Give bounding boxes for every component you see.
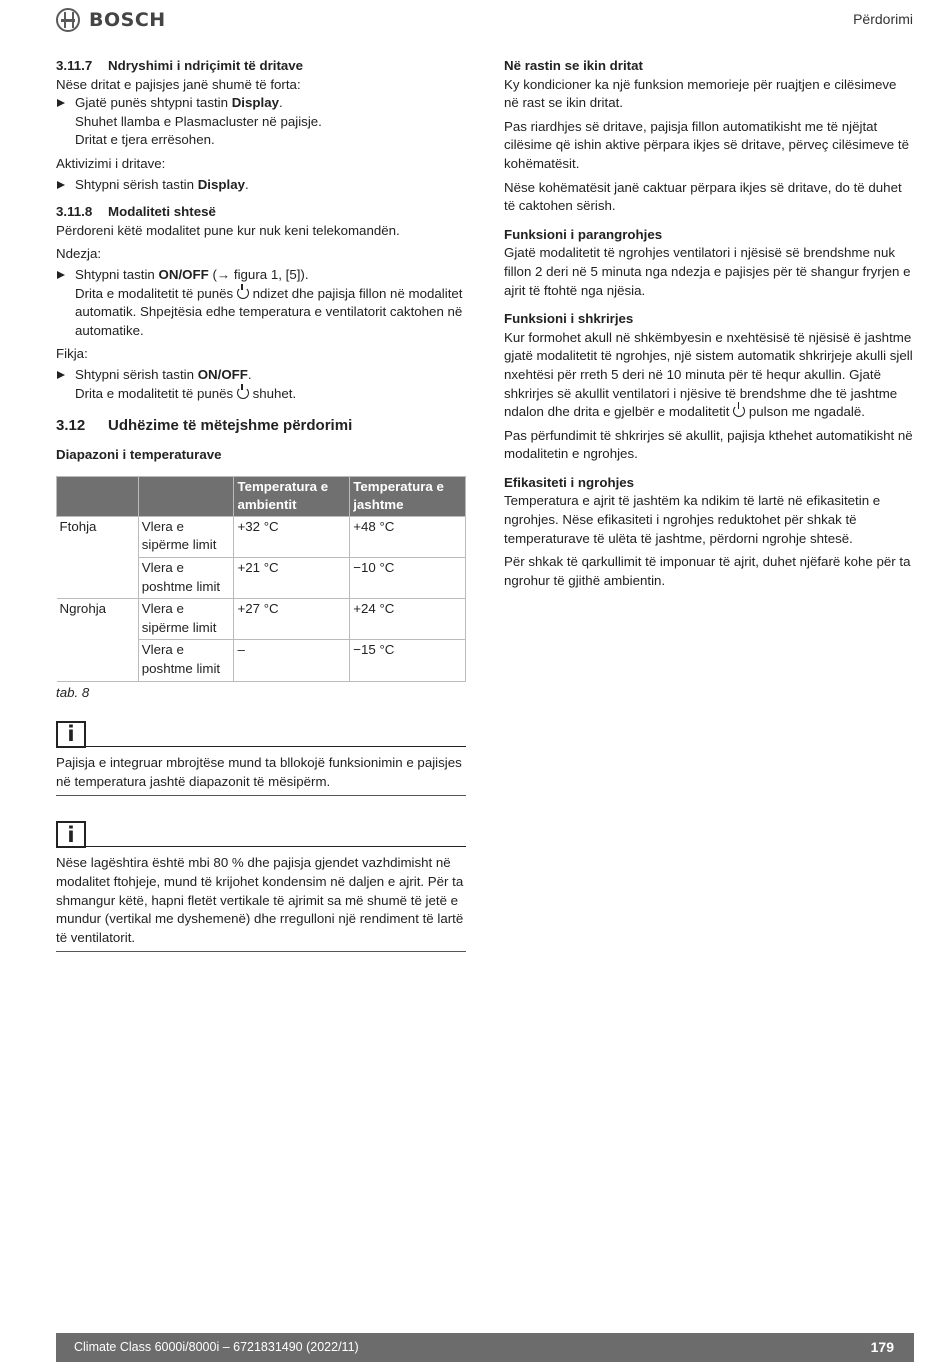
column-header: Temperatura e ambientit: [234, 476, 350, 516]
paragraph: Pas riardhjes së dritave, pajisja fillon automatikisht me të njëjtat cilësime që ishin aktive përpara ikjes së dritave, përveç cilësimeve të kohëmatësit.: [504, 118, 909, 171]
mode-cell: Ftohja: [57, 516, 139, 598]
paragraph: Ndezja:: [56, 246, 102, 262]
key-name: ON/OFF: [158, 266, 209, 282]
document-id: Climate Class 6000i/8000i – 6721831490 (2022/11): [74, 1340, 359, 1354]
column-header: Temperatura e jashtme: [350, 476, 466, 516]
heading-text: Udhëzime të mëtejshme përdorimi: [108, 417, 353, 435]
paragraph: Nëse dritat e pajisjes janë shumë të forta:: [56, 76, 301, 92]
subheading-power-failure: Në rastin se ikin dritat: [504, 58, 643, 73]
power-icon: [237, 387, 249, 399]
section-title: Përdorimi: [853, 11, 913, 27]
info-note: [56, 721, 466, 796]
paragraph: Fikja:: [56, 346, 88, 362]
subheading-preheat: Funksioni i parangrohjes: [504, 226, 663, 242]
table-caption: tab. 8: [56, 684, 90, 700]
room-temp-cell: +21 °C: [234, 558, 350, 599]
room-temp-cell: +27 °C: [234, 599, 350, 640]
heading-text: Modaliteti shtesë: [108, 204, 216, 220]
table-header-row: [57, 476, 466, 516]
key-name: Display: [231, 95, 280, 111]
paragraph: Kur formohet akull në shkëmbyesin e nxehtësisë të njësisë ë jashtme gjatë modalitetit të ngrohjes, një sistem automatik shkrirjeje akulli sjell nxehtësi për rreth 5 deri në 10 minuta për të hequr akullin. Gjatë shkrirjes së akullit ventilatori i njësive të brendshme dhe të jashtme ndalon dhe drita e gjelbër e modalitetit pulson me ngadalë.: [504, 329, 913, 420]
paragraph: Për shkak të qarkullimit të imponuar të ajrit, duhet njëfarë kohe për ta ngrohur të gjithë ambientin.: [504, 554, 911, 588]
column-header: [57, 476, 139, 516]
paragraph: Nëse kohëmatësit janë caktuar përpara ikjes së dritave, do të duhet të caktohen sërish.: [504, 179, 902, 214]
bosch-logo: [56, 8, 166, 32]
note-rule: [86, 846, 466, 847]
left-column: [56, 57, 466, 952]
page-number: 179: [870, 1339, 894, 1355]
info-icon: i: [56, 721, 86, 748]
heading-number: 3.12: [56, 417, 86, 435]
page-header: [0, 0, 950, 42]
mode-cell: Ngrohja: [57, 599, 139, 681]
room-temp-cell: +32 °C: [234, 516, 350, 557]
info-note: [56, 821, 466, 952]
note-text: Nëse lagështira është mbi 80 % dhe pajisja gjendet vazhdimisht në modalitet ftohjeje, mund të krijohet kondensim në daljen e ajrit. Për ta shmangur këtë, hapni fletët vertikale të ajrimit sa më shumë të jetë e mundur (vertikal me dyshemenë) dhe rregulloni një rendiment të lartë të ventilatorit.: [56, 821, 466, 952]
power-icon: [733, 405, 745, 417]
step-result: Shuhet llamba e Plasmacluster në pajisje.: [75, 113, 322, 129]
step-result: Drita e modalitetit të punës ndizet dhe pajisja fillon në modalitet automatik. Shpejtësia edhe temperatura e ventilatorit caktohen në automatike.: [75, 285, 463, 338]
page-footer: [56, 1333, 914, 1362]
paragraph: Aktivizimi i dritave:: [56, 155, 166, 171]
room-temp-cell: –: [234, 640, 350, 681]
heading-3-12: [56, 416, 466, 436]
paragraph: Pas përfundimit të shkrirjes së akullit, pajisja kthehet automatikisht në modalitetin e ngrohjes.: [504, 427, 913, 462]
brand-name: BOSCH: [89, 8, 166, 31]
outdoor-temp-cell: +48 °C: [350, 516, 466, 557]
subheading-heating-efficiency: Efikasiteti i ngrohjes: [504, 474, 635, 490]
temperature-range-table: [56, 476, 466, 682]
heading-number: 3.11.8: [56, 204, 93, 220]
table-row: [57, 599, 466, 640]
column-header: [138, 476, 234, 516]
table-row: [57, 516, 466, 557]
right-column: [504, 57, 914, 590]
key-name: ON/OFF: [197, 366, 248, 382]
paragraph: Ky kondicioner ka një funksion memorieje për ruajtjen e cilësimeve në rast se ikin dritat.: [504, 76, 897, 111]
paragraph: Përdoreni këtë modalitet pune kur nuk keni telekomandën.: [56, 222, 400, 238]
limit-cell: Vlera e poshtme limit: [138, 558, 234, 599]
heading-3-11-7: [56, 57, 466, 76]
outdoor-temp-cell: −15 °C: [350, 640, 466, 681]
subheading-defrost: Funksioni i shkrirjes: [504, 311, 634, 327]
note-text: Pajisja e integruar mbrojtëse mund ta bllokojë funksionimin e pajisjes në temperatura jashtë diapazonit të mësipërm.: [56, 721, 466, 796]
info-icon: i: [56, 821, 86, 848]
limit-cell: Vlera e poshtme limit: [138, 640, 234, 681]
note-rule: [86, 746, 466, 747]
heading-3-11-8: [56, 203, 466, 222]
bosch-armature-icon: [56, 8, 80, 32]
power-icon: [237, 287, 249, 299]
subheading-temperature-range: Diapazoni i temperaturave: [56, 447, 222, 463]
paragraph: Gjatë modalitetit të ngrohjes ventilatori i njësisë së brendshme nuk fillon 2 deri në 5 minuta nga ndezja e pajisjes për të shangur fryrjen e ajrit të ftohtë nga njësia.: [504, 245, 911, 298]
key-name: Display: [197, 176, 245, 192]
limit-cell: Vlera e sipërme limit: [138, 599, 234, 640]
limit-cell: Vlera e sipërme limit: [138, 516, 234, 557]
instruction-step: Shtypni sërish tastin ON/OFF.: [56, 366, 466, 385]
heading-number: 3.11.7: [56, 58, 93, 73]
instruction-step: Shtypni tastin ON/OFF (→ figura 1, [5]).: [56, 266, 466, 285]
step-result: Dritat e tjera errësohen.: [75, 132, 215, 148]
outdoor-temp-cell: +24 °C: [350, 599, 466, 640]
paragraph: Temperatura e ajrit të jashtëm ka ndikim të lartë në efikasitetin e ngrohjes. Nëse efikasiteti i ngrohjes reduktohet për shkak të temperaturave të ulëta të jashtme, përdorni ngrohje shtesë.: [504, 493, 881, 546]
step-result: Drita e modalitetit të punës shuhet.: [75, 385, 297, 401]
instruction-step: Gjatë punës shtypni tastin Display.: [56, 94, 466, 113]
heading-text: Ndryshimi i ndriçimit të dritave: [108, 58, 304, 73]
instruction-step: Shtypni sërish tastin Display.: [56, 176, 466, 195]
outdoor-temp-cell: −10 °C: [350, 558, 466, 599]
